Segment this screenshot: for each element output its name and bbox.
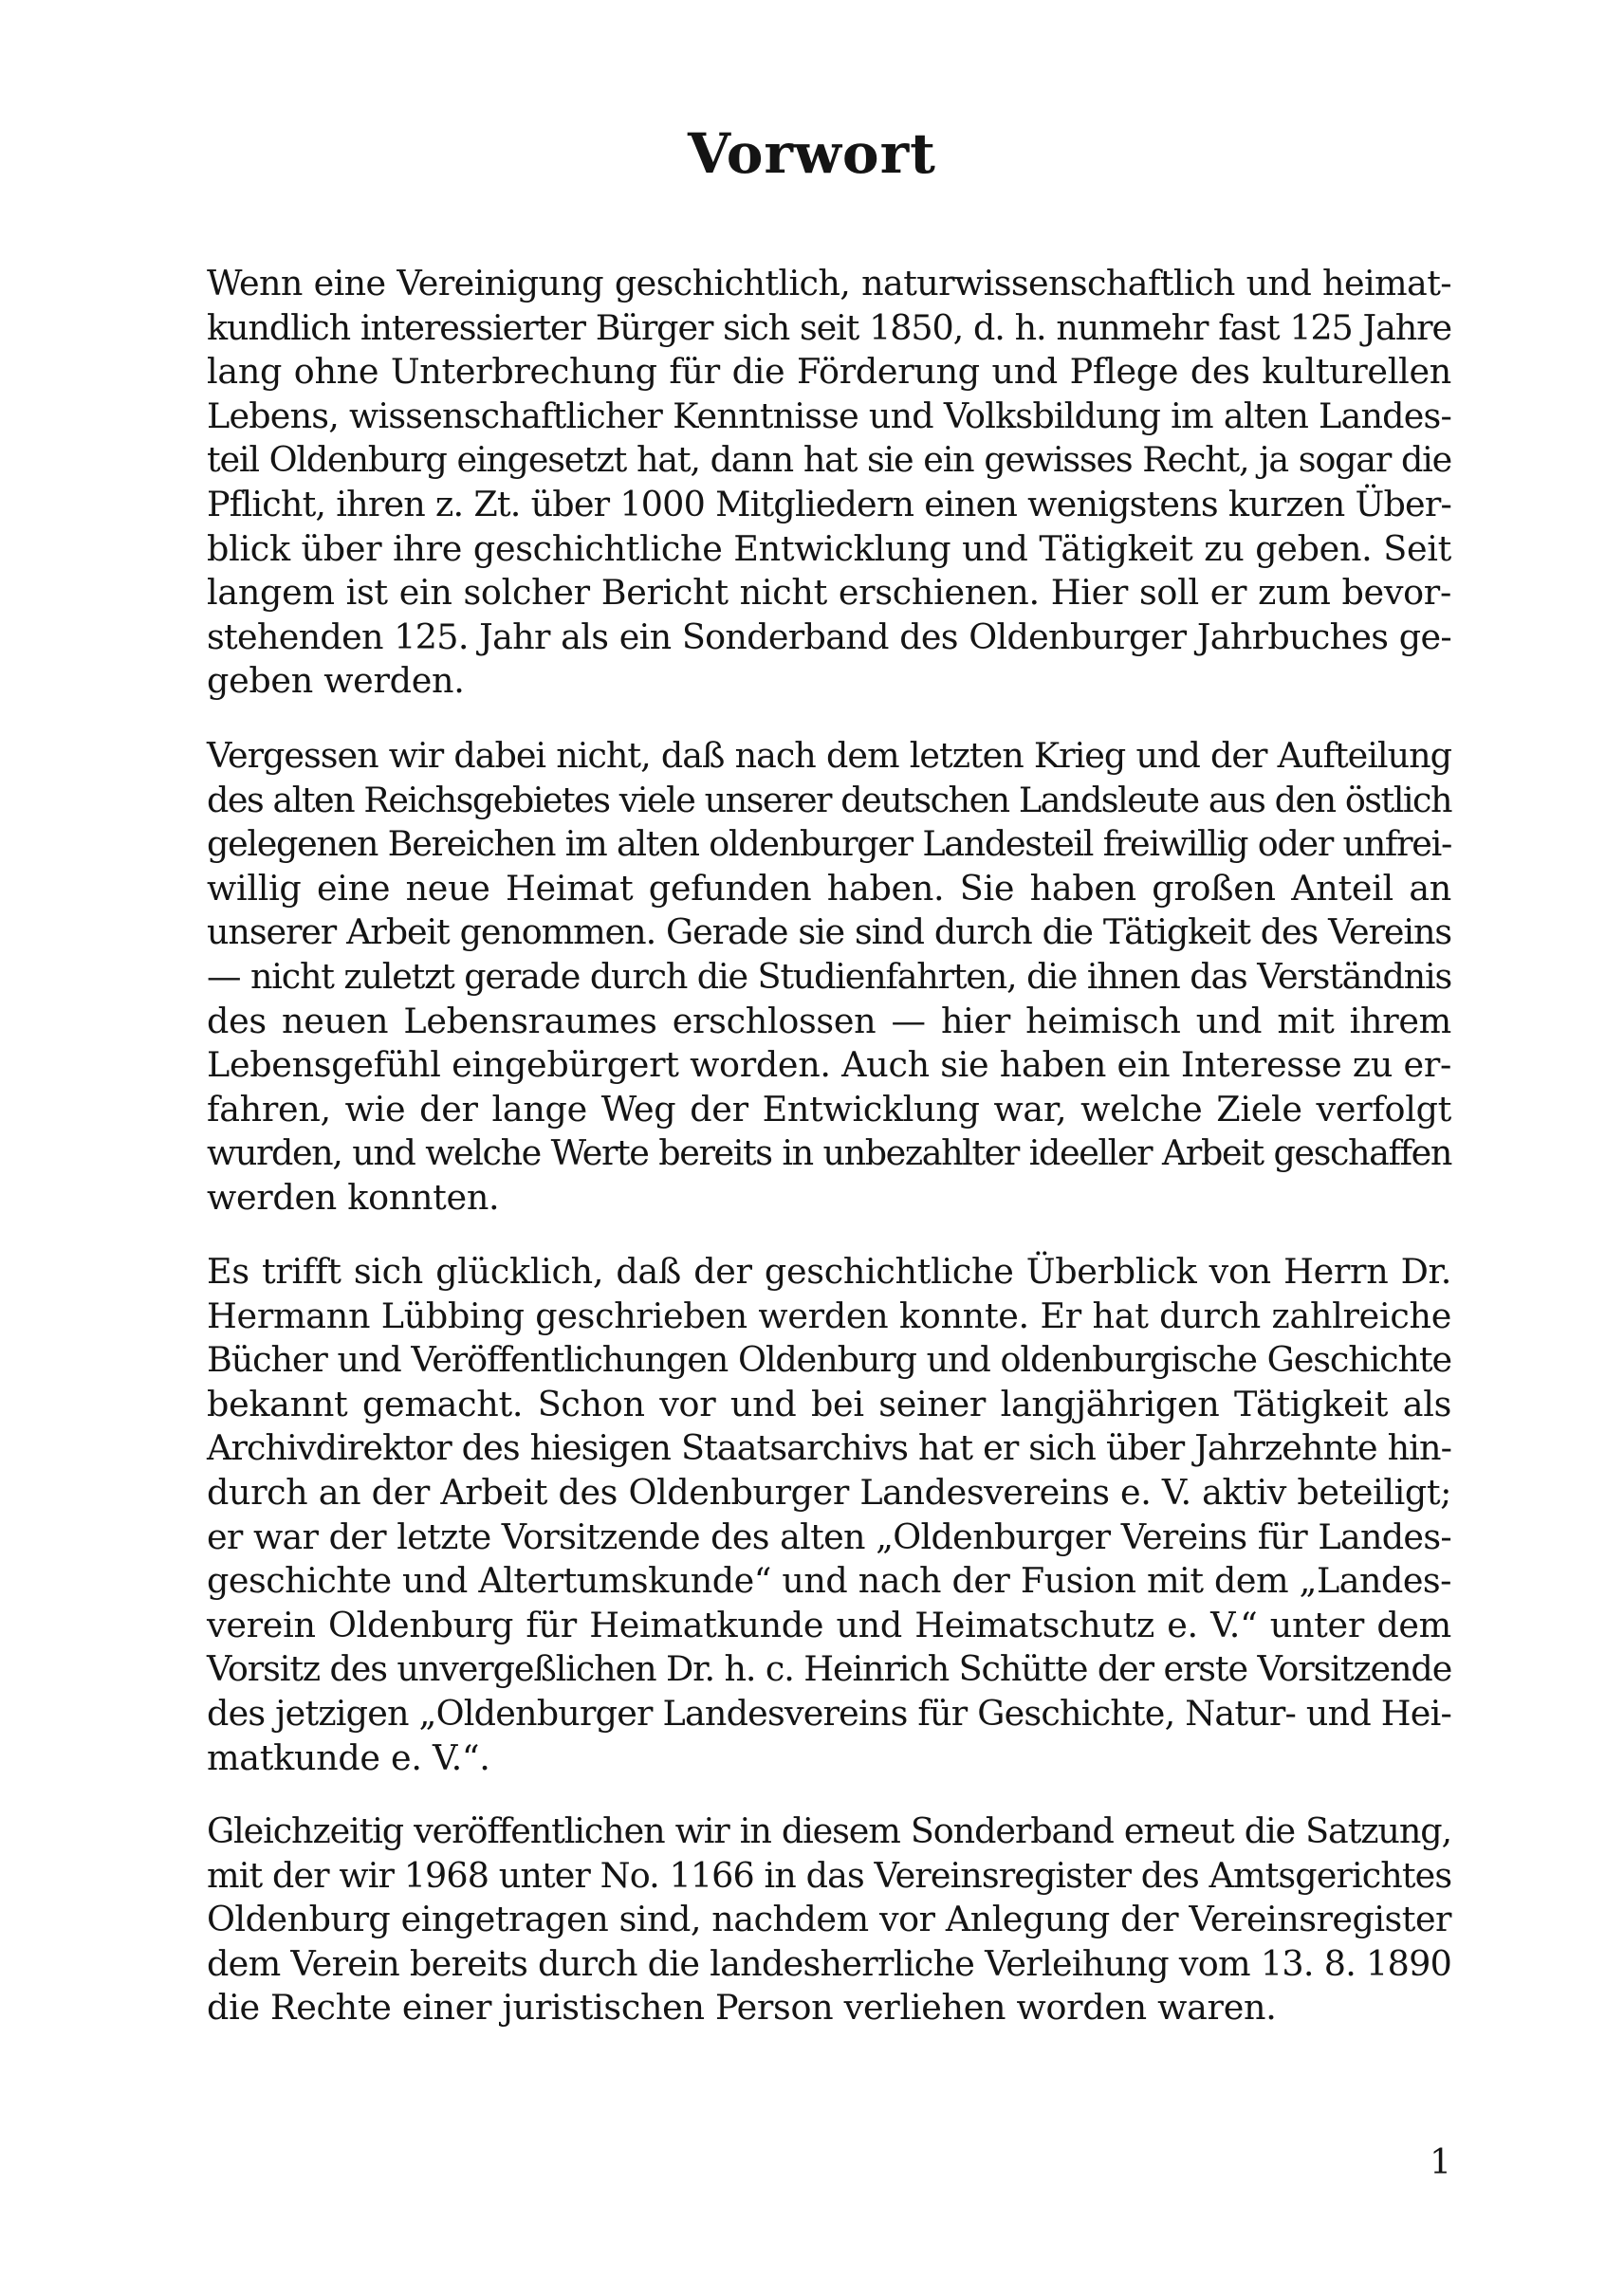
text-line: Oldenburg eingetragen sind, nachdem vor Anlegung der Vereinsregister xyxy=(207,1899,1451,1940)
text-line: des neuen Lebensraumes erschlossen — hier heimisch und mit ihrem xyxy=(207,1000,1451,1041)
text-line: Pflicht, ihren z. Zt. über 1000 Mitgliedern einen wenigstens kurzen Über- xyxy=(207,483,1451,524)
text-line: dem Verein bereits durch die landesherrliche Verleihung vom 13. 8. 1890 xyxy=(207,1942,1452,1984)
text-line: fahren, wie der lange Weg der Entwicklung war, welche Ziele verfolgt xyxy=(207,1088,1451,1130)
text-line: Gleichzeitig veröffentlichen wir in diesem Sonderband erneut die Satzung, xyxy=(207,1810,1451,1851)
text-line: des alten Reichsgebietes viele unserer deutschen Landsleute aus den östlich xyxy=(207,779,1451,820)
text-line: lang ohne Unterbrechung für die Förderung und Pflege des kulturellen xyxy=(207,351,1451,393)
text-line: Es trifft sich glücklich, daß der geschichtliche Überblick von Herrn Dr. xyxy=(207,1251,1451,1292)
paragraph-3 xyxy=(207,1250,1451,1780)
text-line: gelegenen Bereichen im alten oldenburger Landesteil freiwillig oder unfrei- xyxy=(207,823,1451,865)
text-line: — nicht zuletzt gerade durch die Studienfahrten, die ihnen das Verständnis xyxy=(207,955,1451,997)
text-line: durch an der Arbeit des Oldenburger Landesvereins e. V. aktiv beteiligt; xyxy=(207,1471,1451,1513)
paragraph-1 xyxy=(207,262,1451,704)
text-line: verein Oldenburg für Heimatkunde und Heimatschutz e. V.“ unter dem xyxy=(207,1604,1451,1645)
text-line: bekannt gemacht. Schon vor und bei seiner langjährigen Tätigkeit als xyxy=(207,1383,1451,1424)
text-line: er war der letzte Vorsitzende des alten „Oldenburger Vereins für Landes- xyxy=(207,1515,1451,1557)
text-line: teil Oldenburg eingesetzt hat, dann hat sie ein gewisses Recht, ja sogar die xyxy=(207,439,1451,481)
text-line: Vorsitz des unvergeßlichen Dr. h. c. Heinrich Schütte der erste Vorsitzende xyxy=(207,1648,1452,1690)
text-line: werden konnten. xyxy=(207,1176,500,1218)
page-number: 1 xyxy=(1430,2143,1451,2182)
paragraph-2 xyxy=(207,734,1451,1221)
text-line: mit der wir 1968 unter No. 1166 in das Vereinsregister des Amtsgerichtes xyxy=(207,1854,1452,1896)
text-line: matkunde e. V.“. xyxy=(207,1736,490,1778)
text-line: des jetzigen „Oldenburger Landesvereins für Geschichte, Natur- und Hei- xyxy=(207,1692,1451,1734)
text-line: blick über ihre geschichtliche Entwicklung und Tätigkeit zu geben. Seit xyxy=(207,527,1451,569)
page-title: Vorwort xyxy=(688,121,936,186)
text-line: die Rechte einer juristischen Person verliehen worden waren. xyxy=(207,1987,1277,2029)
text-line: willig eine neue Heimat gefunden haben. Sie haben großen Anteil an xyxy=(207,867,1451,909)
text-line: Lebensgefühl eingebürgert worden. Auch sie haben ein Interesse zu er- xyxy=(207,1044,1451,1086)
text-line: stehenden 125. Jahr als ein Sonderband des Oldenburger Jahrbuches ge- xyxy=(207,615,1451,657)
text-line: geschichte und Altertumskunde“ und nach der Fusion mit dem „Landes- xyxy=(207,1560,1451,1602)
text-line: Vergessen wir dabei nicht, daß nach dem letzten Krieg und der Aufteilung xyxy=(207,735,1451,776)
text-line: Lebens, wissenschaftlicher Kenntnisse und Volksbildung im alten Landes- xyxy=(207,395,1451,436)
text-line: unserer Arbeit genommen. Gerade sie sind durch die Tätigkeit des Vereins xyxy=(207,911,1451,953)
text-line: Archivdirektor des hiesigen Staatsarchivs hat er sich über Jahrzehnte hin- xyxy=(207,1427,1451,1469)
text-line: Wenn eine Vereinigung geschichtlich, naturwissenschaftlich und heimat- xyxy=(207,263,1451,303)
text-line: kundlich interessierter Bürger sich seit 1850, d. h. nunmehr fast 125 Jahre xyxy=(207,306,1451,348)
text-line: wurden, und welche Werte bereits in unbezahlter ideeller Arbeit geschaffen xyxy=(207,1132,1451,1174)
paragraph-4 xyxy=(207,1809,1451,2030)
text-line: geben werden. xyxy=(207,660,465,702)
text-line: langem ist ein solcher Bericht nicht erschienen. Hier soll er zum bevor- xyxy=(207,572,1451,614)
text-line: Hermann Lübbing geschrieben werden konnte. Er hat durch zahlreiche xyxy=(207,1295,1451,1336)
text-line: Bücher und Veröffentlichungen Oldenburg und oldenburgische Geschichte xyxy=(207,1339,1451,1381)
